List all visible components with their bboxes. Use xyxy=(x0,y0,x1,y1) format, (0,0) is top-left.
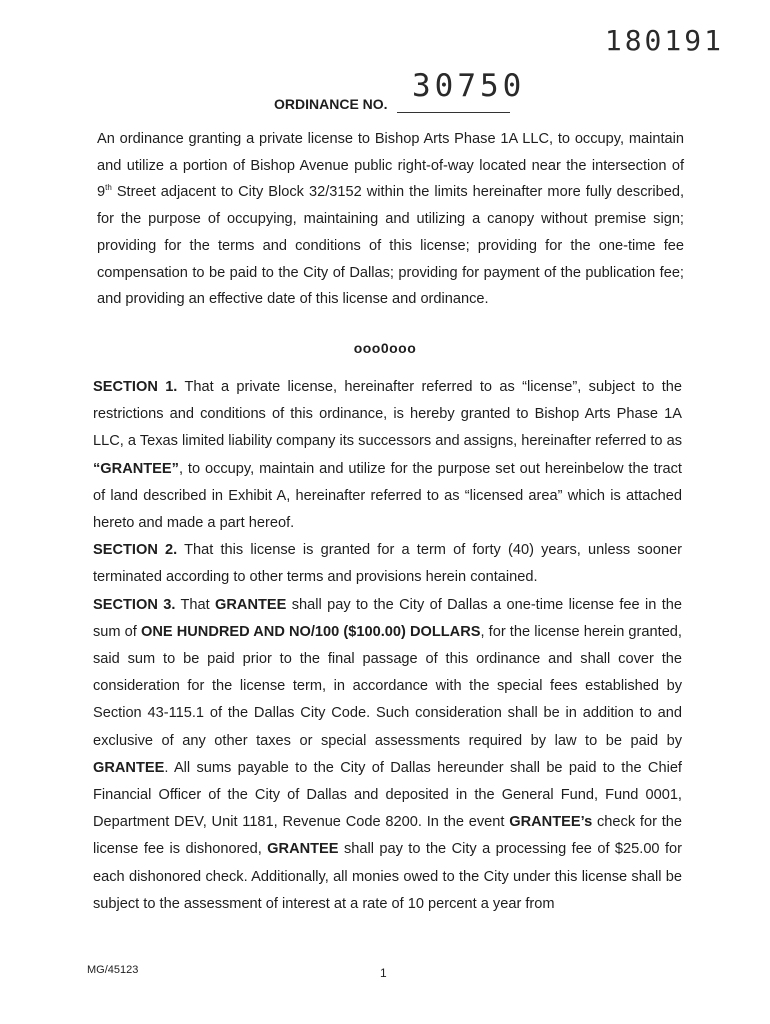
section-3-amount: ONE HUNDRED AND NO/100 ($100.00) DOLLARS xyxy=(140,623,481,640)
footer-code: MG/45123 xyxy=(87,964,139,976)
section-3-text-4: . All sums payable to the City of Dallas hereunder shall be paid to the Chief Financial Officer of the City of Dallas and deposited in the General Fund, Fund 0001, Department DEV, Unit 1181, Revenue Code 8200. In the event xyxy=(93,759,682,831)
section-3-grantee-2: GRANTEE xyxy=(93,759,165,776)
sections-body xyxy=(93,374,682,918)
section-3-heading: SECTION 3. xyxy=(93,596,176,613)
section-2-heading: SECTION 2. xyxy=(93,542,178,559)
section-3-text-1: That xyxy=(175,596,216,613)
ordinance-header xyxy=(274,68,524,118)
intro-superscript: th xyxy=(105,183,112,193)
section-3-text-6: shall pay to the City a processing fee of $25.00 for each dishonored check. Additionally, all monies owed to the City under this license shall be subject to the assessment of interest at a rate of 10 percent a year from xyxy=(93,841,682,912)
section-3-text-2: shall pay to the City of Dallas a one-time license fee in the sum of xyxy=(93,596,682,640)
section-1-grantee: “GRANTEE” xyxy=(93,460,179,477)
ordinance-number: 30750 xyxy=(412,68,526,104)
section-3-text-3: , for the license herein granted, said sum to be paid prior to the final passage of this ordinance and shall cover the consideration for the license term, in accordance with the special fees established by Section 43-115.1 of the Dallas City Code. Such consideration shall be in addition to and exclusive of any other taxes or special assessments required by law to be paid by xyxy=(93,623,682,749)
separator: ooo0ooo xyxy=(353,340,417,356)
intro-paragraph xyxy=(97,126,684,313)
section-3-grantee-3: GRANTEE’s xyxy=(509,814,593,831)
section-1-text-2: , to occupy, maintain and utilize for the purpose set out hereinbelow the tract of land described in Exhibit A, hereinafter referred to as “licensed area” which is attached hereto and made a part hereof. xyxy=(93,460,682,532)
section-2 xyxy=(93,537,682,591)
section-3-text-5: check for the license fee is dishonored, xyxy=(93,814,683,858)
section-1 xyxy=(93,374,682,537)
section-3 xyxy=(93,592,682,918)
intro-text-1: An ordinance granting a private license to Bishop Arts Phase 1A LLC, to occupy, maintain and utilize a portion of Bishop Avenue public right-of-way located near the intersection of 9 xyxy=(97,131,684,201)
ordinance-underline xyxy=(397,112,510,113)
section-1-heading: SECTION 1. xyxy=(93,379,178,395)
ordinance-label: ORDINANCE NO. xyxy=(274,96,388,112)
section-3-grantee-1: GRANTEE xyxy=(215,596,287,613)
section-3-grantee-4: GRANTEE xyxy=(267,841,339,858)
page-number: 1 xyxy=(380,966,387,980)
section-2-text: That this license is granted for a term of forty (40) years, unless sooner terminated according to other terms and provisions herein contained. xyxy=(93,542,682,586)
stamp-number: 180191 xyxy=(604,24,724,57)
intro-text-2: Street adjacent to City Block 32/3152 within the limits hereinafter more fully described, for the purpose of occupying, maintaining and utilizing a canopy without premise sign; providing for the terms and conditions of this license; providing for the one-time fee compensation to be paid to the City of Dallas; providing for payment of the publication fee; and providing an effective date of this license and ordinance. xyxy=(97,184,684,308)
section-1-text-1: That a private license, hereinafter referred to as “license”, subject to the restrictions and conditions of this ordinance, is hereby granted to Bishop Arts Phase 1A LLC, a Texas limited liability company its successors and assigns, hereinafter referred to as xyxy=(93,379,682,450)
